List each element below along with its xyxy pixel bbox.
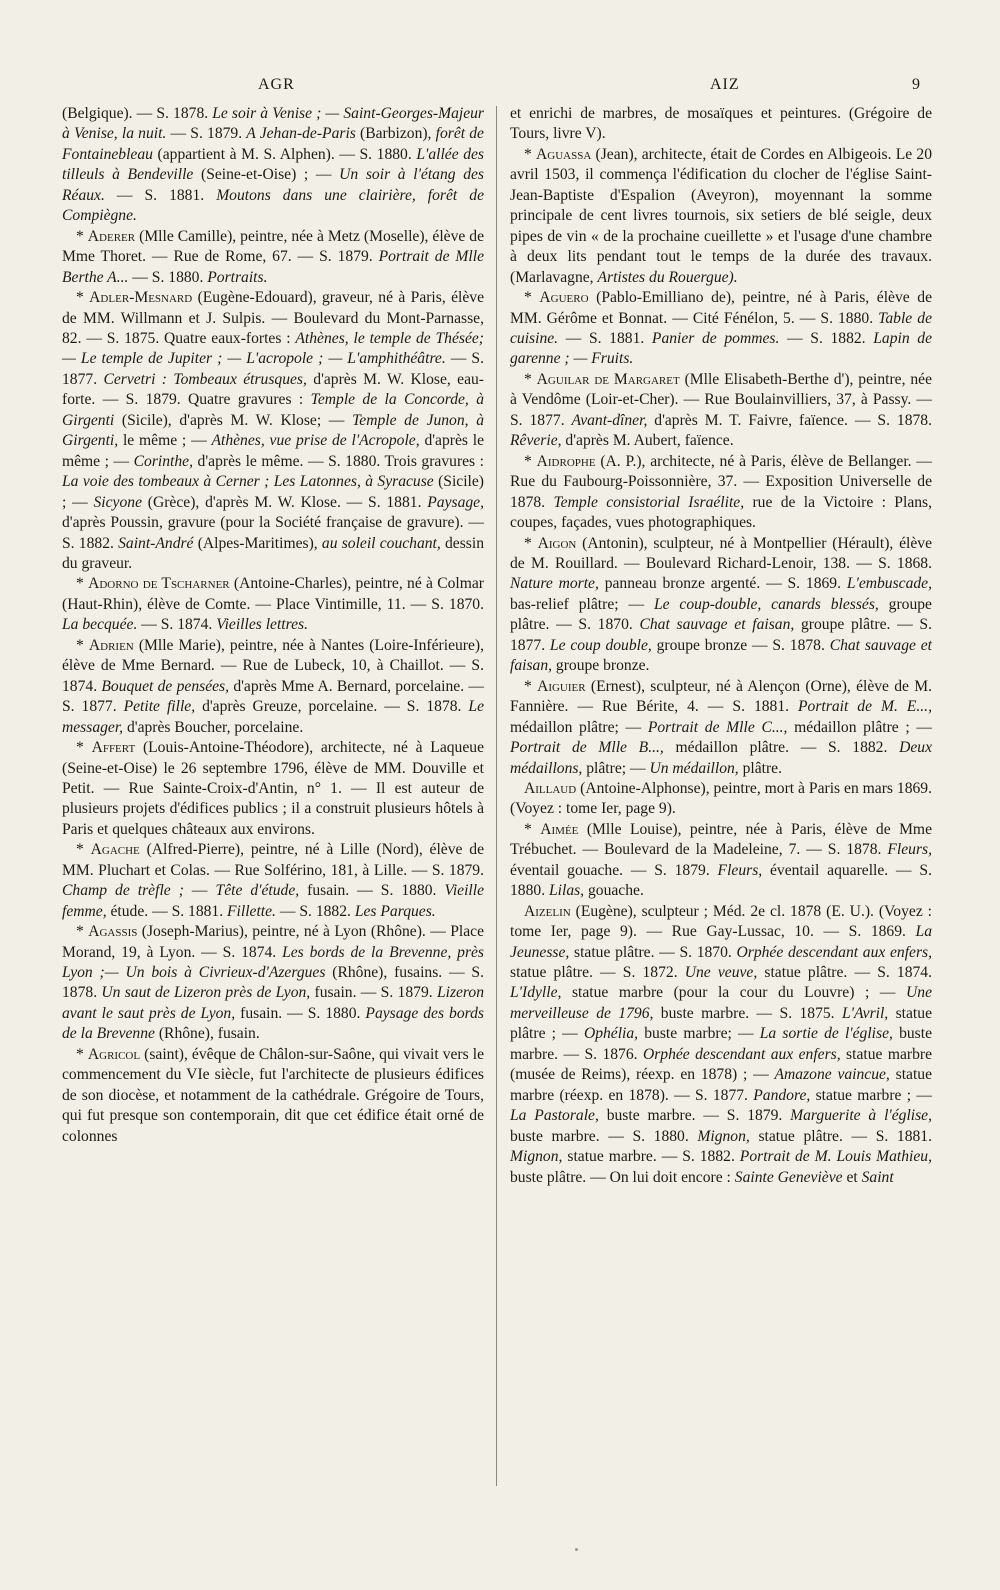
work-title: Paysage,: [427, 493, 484, 511]
entry-name: Affert: [91, 739, 136, 757]
entry-continuation: [510, 104, 932, 145]
work-title: Chat sauvage et faisan,: [510, 636, 933, 675]
dictionary-entry: [510, 779, 932, 820]
dictionary-entry: [510, 677, 932, 779]
entry-name: Agricol: [87, 1045, 141, 1063]
entry-text: *: [524, 452, 537, 470]
work-title: Chat sauvage et faisan,: [639, 616, 795, 634]
running-header: [0, 76, 1000, 100]
work-title: Temple de Junon, à Girgenti,: [62, 411, 484, 450]
work-title: Saint: [861, 1168, 894, 1186]
entry-text: (Mlle Marie), peintre, née à Nantes (Loire-Inférieure), élève de Mme Bernard. — Rue de Lubeck, 10, à Chaillot. — S. 1874.: [62, 636, 484, 695]
work-title: Pandore,: [753, 1086, 811, 1104]
work-title: Les bords de la Brevenne, près Lyon ;— Un bois à Civrieux-d'Azergues: [62, 943, 484, 982]
entry-text: étude. — S. 1881.: [106, 902, 228, 920]
entry-text: médaillon plâtre; —: [510, 718, 648, 736]
work-title: Athènes, vue prise de l'Acropole,: [211, 432, 420, 450]
entry-text: — S. 1877.: [62, 350, 484, 388]
left-column: [62, 104, 484, 1147]
entry-text: d'après le même ; —: [62, 432, 485, 470]
entry-text: *: [76, 227, 88, 245]
work-title: Portrait de M. E...,: [798, 698, 932, 716]
work-title: Moutons dans une clairière, forêt de Compiègne.: [62, 186, 484, 225]
entry-name: Aguassa: [536, 145, 592, 163]
entry-text: *: [524, 370, 537, 388]
entry-text: d'après le même. — S. 1880. Trois gravures :: [193, 452, 484, 470]
dictionary-entry: [62, 288, 484, 574]
work-title: Artistes du Rouergue).: [597, 268, 738, 286]
work-title: Le messager,: [62, 698, 484, 736]
work-title: L'allée des tilleuls à Bendeville: [62, 145, 484, 184]
work-title: Athènes, le temple de Thésée; — Le temple de Jupiter ; — L'acropole ; — L'amphithéâtre.: [62, 329, 484, 368]
work-title: Lilas,: [548, 882, 585, 900]
entry-text: d'après M. T. Faivre, faïence. — S. 1878.: [647, 411, 932, 429]
work-title: Bouquet de pensées,: [101, 677, 230, 695]
entry-text: statue plâtre ; —: [510, 1004, 932, 1043]
entry-text: *: [524, 534, 538, 552]
entry-text: *: [76, 575, 89, 593]
entry-name: Agassis: [88, 923, 138, 941]
entry-text: *: [524, 145, 537, 163]
work-title: Champ de trèfle ;: [62, 882, 184, 900]
entry-text: — S. 1880.: [128, 268, 208, 286]
header-right-keyword: AIZ: [710, 76, 740, 93]
entry-name: Aderer: [87, 227, 136, 245]
entry-text: statue marbre. — S. 1882.: [562, 1148, 740, 1166]
entry-text: groupe plâtre. — S. 1877.: [510, 616, 932, 654]
work-title: La becquée.: [62, 616, 138, 634]
work-title: Corinthe,: [133, 452, 194, 470]
work-title: Portrait de Mlle C...,: [647, 718, 788, 736]
dictionary-entry: [510, 902, 932, 1188]
work-title: forêt de Fontainebleau: [62, 125, 484, 163]
entry-text: éventail aquarelle. — S. 1880.: [510, 861, 932, 900]
work-title: Portrait de Mlle Berthe A...: [62, 248, 484, 286]
work-title: Lapin de garenne ; — Fruits.: [510, 329, 932, 368]
entry-text: fusain. — S. 1879.: [310, 984, 437, 1002]
work-title: Fleurs,: [887, 841, 932, 859]
entry-text: statue marbre (pour la cour du Louvre) ; —: [561, 984, 907, 1002]
entry-text: (Alfred-Pierre), peintre, né à Lille (Nord), élève de MM. Pluchart et Colas. — Rue Solférino, 181, à Lille. — S. 1879.: [62, 841, 484, 879]
entry-text: — S. 1879.: [166, 125, 247, 143]
entry-text: d'après Greuze, porcelaine. — S. 1878.: [195, 698, 469, 716]
column-divider: [496, 106, 497, 1486]
entry-text: (Pablo-Emilliano de), peintre, né à Paris, élève de MM. Gérôme et Bonnat. — Cité Fénélon, 5. — S. 1880.: [510, 289, 932, 327]
entry-text: (Sicile) ; —: [62, 473, 485, 511]
entry-text: buste marbre; —: [638, 1025, 760, 1043]
entry-text: *: [76, 636, 89, 654]
work-title: au soleil couchant,: [321, 534, 441, 552]
work-title: Une veuve,: [684, 964, 758, 982]
work-title: La Jeunesse,: [510, 923, 932, 961]
entry-text: buste marbre. — S. 1879.: [598, 1107, 791, 1125]
entry-name: Adler-Mesnard: [89, 289, 193, 307]
entry-text: d'après M. Aubert, faïence.: [561, 432, 734, 450]
entry-text: rue de la Victoire : Plans, coupes, façades, vues photographiques.: [510, 493, 933, 532]
entry-text: groupe bronze.: [552, 657, 650, 675]
entry-text: (Joseph-Marius), peintre, né à Lyon (Rhône). — Place Morand, 19, à Lyon. — S. 1874.: [62, 923, 484, 961]
work-title: Portraits.: [207, 268, 268, 286]
entry-text: — S. 1874.: [137, 616, 217, 634]
entry-text: (Jean), architecte, était de Cordes en Albigeois. Le 20 avril 1503, il commença l'édification du clocher de l'église Saint-Jean-Baptiste d'Espalion (Aveyron), moyennant la somme principale de cent livres tournois, six setiers de blé seigle, deux pipes de vin « de la prochaine cueillette » et l'usage d'une chambre à deux lits pendant tout le temps de la durée des travaux. (Marlavagne,: [510, 145, 932, 286]
entry-text: *: [76, 841, 91, 859]
entry-text: et: [842, 1168, 862, 1186]
work-title: L'Avril,: [841, 1004, 889, 1022]
work-title: Sainte Geneviève: [734, 1168, 843, 1186]
entry-text: (Mlle Louise), peintre, née à Paris, élève de Mme Trébuchet. — Boulevard de la Madeleine, 7. — S. 1878.: [510, 820, 932, 859]
entry-text: gouache.: [584, 882, 644, 900]
work-title: Fillette.: [227, 902, 276, 920]
dictionary-entry: [510, 370, 932, 452]
entry-text: (Sicile), d'après M. W. Klose; —: [114, 411, 353, 429]
dictionary-entry: [62, 636, 484, 738]
entry-text: — S. 1882.: [275, 902, 355, 920]
entry-text: (saint), évêque de Châlon-sur-Saône, qui vivait vers le commencement du VIe siècle, fut l'architecte de plusieurs édifices de son diocèse, et notamment de la cathédrale. Grégoire de Tours, qui fut presque son contemporain, dit que cet édifice était orné de colonnes: [62, 1045, 484, 1145]
entry-text: *: [524, 820, 541, 838]
entry-text: (Seine-et-Oise) ; —: [193, 166, 340, 184]
entry-text: plâtre; —: [582, 759, 650, 777]
dictionary-entry: [62, 574, 484, 635]
entry-text: (Alpes-Maritimes),: [193, 534, 322, 552]
entry-text: (appartient à M. S. Alphen). — S. 1880.: [152, 145, 417, 163]
dictionary-entry: [62, 922, 484, 1045]
entry-text: (Mlle Elisabeth-Berthe d'), peintre, née à Vendôme (Loir-et-Cher). — Rue Boulainvilliers, 37, à Passy. — S. 1877.: [510, 370, 932, 429]
entry-text: — S. 1881.: [104, 186, 217, 204]
work-title: Saint-André: [118, 534, 194, 552]
work-title: Petite fille,: [123, 698, 196, 716]
work-title: Portrait de M. Louis Mathieu,: [739, 1148, 932, 1166]
header-left-keyword: AGR: [258, 76, 295, 93]
work-title: Un médaillon,: [649, 759, 739, 777]
entry-name: Aizelin: [524, 902, 571, 920]
work-title: Vieille femme,: [62, 882, 485, 920]
dictionary-entry: [510, 288, 932, 370]
work-title: Vieilles lettres.: [216, 616, 309, 634]
work-title: Mignon,: [697, 1127, 750, 1145]
entry-text: *: [524, 677, 538, 695]
work-title: Fleurs,: [717, 861, 763, 879]
entry-name: Agache: [90, 841, 140, 859]
entry-continuation: [62, 104, 484, 227]
right-column: [510, 104, 932, 1188]
entry-text: —: [183, 882, 216, 900]
entry-text: (A. P.), architecte, né à Paris, élève de Bellanger. — Rue du Faubourg-Poissonnière, 37. — Exposition Universelle de 1878.: [510, 452, 932, 511]
entry-text: (Antoine-Alphonse), peintre, mort à Paris en mars 1869. (Voyez : tome Ier, page 9).: [510, 779, 932, 818]
entry-text: buste marbre. — S. 1880.: [510, 1127, 698, 1145]
work-title: Un saut de Lizeron près de Lyon,: [101, 984, 311, 1002]
entry-text: (Antoine-Charles), peintre, né à Colmar (Haut-Rhin), élève de Comte. — Place Vintimille, 11. — S. 1870.: [62, 575, 484, 613]
entry-text: (Eugène-Edouard), graveur, né à Paris, élève de MM. Willmann et J. Sulpis. — Boulevard du Mont-Parnasse, 82. — S. 1875. Quatre eaux-fortes :: [62, 289, 484, 347]
entry-text: (Mlle Camille), peintre, née à Metz (Moselle), élève de Mme Thoret. — Rue de Rome, 67. — S. 1879.: [62, 227, 484, 266]
entry-text: (Rhône), fusains. — S. 1878.: [62, 964, 484, 1002]
entry-text: *: [76, 923, 89, 941]
dictionary-entry: [510, 820, 932, 902]
entry-text: statue plâtre. — S. 1881.: [749, 1127, 932, 1145]
work-title: Rêverie,: [510, 432, 562, 450]
entry-text: (Rhône), fusain.: [154, 1025, 260, 1043]
work-title: Lizeron avant le saut près de Lyon,: [62, 984, 485, 1022]
entry-text: (Belgique). — S. 1878.: [62, 105, 213, 122]
entry-text: (Barbizon),: [355, 125, 436, 143]
entry-text: statue plâtre. — S. 1874.: [757, 964, 933, 982]
work-title: A Jehan-de-Paris: [246, 125, 356, 143]
entry-text: (Ernest), sculpteur, né à Alençon (Orne), élève de M. Fannière. — Rue Bérite, 4. — S. 1881.: [510, 677, 932, 716]
entry-text: dessin du graveur.: [62, 534, 484, 572]
work-title: La Pastorale,: [510, 1107, 599, 1125]
work-title: Le soir à Venise ; — Saint-Georges-Majeur à Venise, la nuit.: [62, 105, 484, 143]
work-title: Amazone vaincue,: [774, 1066, 890, 1084]
entry-text: (Louis-Antoine-Théodore), architecte, né à Laqueue (Seine-et-Oise) le 26 septembre 1796, élève de MM. Douville et Petit. — Rue Sainte-Croix-d'Antin, n° 1. — Il est auteur de plusieurs projets d'édifices publics ; il a construit plusieurs hôtels à Paris et quelques châteaux aux environs.: [62, 739, 484, 838]
work-title: Mignon,: [510, 1148, 563, 1166]
dictionary-entry: [62, 1045, 484, 1147]
entry-text: statue plâtre. — S. 1870.: [569, 943, 737, 961]
work-title: L'Idylle,: [510, 984, 562, 1002]
entry-text: — S. 1882.: [779, 329, 874, 347]
entry-name: Aillaud: [524, 779, 577, 797]
dictionary-entry: [62, 738, 484, 840]
entry-text: buste marbre. — S. 1875.: [653, 1004, 842, 1022]
work-title: Portrait de Mlle B...,: [510, 739, 664, 757]
entry-text: d'après M. W. Klose, eau-forte. — S. 1879. Quatre gravures :: [62, 370, 485, 409]
entry-text: panneau bronze argenté. — S. 1869.: [598, 575, 847, 593]
entry-text: (Antonin), sculpteur, né à Montpellier (Hérault), élève de M. Rouillard. — Boulevard Richard-Lenoir, 138. — S. 1868.: [510, 534, 932, 572]
dictionary-entry: [62, 840, 484, 922]
entry-text: *: [76, 739, 92, 757]
entry-text: fusain. — S. 1880.: [299, 882, 445, 900]
work-title: Avant-dîner,: [571, 411, 648, 429]
entry-text: statue marbre (musée de Reims), réexp. en 1878) ; —: [510, 1045, 932, 1084]
entry-text: *: [76, 1045, 88, 1063]
entry-text: fusain. — S. 1880.: [235, 1004, 366, 1022]
entry-text: médaillon plâtre ; —: [787, 718, 932, 736]
work-title: Temple de la Concorde, à Girgenti: [62, 391, 484, 429]
dictionary-entry: [510, 145, 932, 288]
entry-name: Adorno de Tscharner: [88, 575, 230, 593]
entry-text: — S. 1881.: [558, 329, 652, 347]
work-title: Les Parques.: [354, 902, 436, 920]
work-title: Table de cuisine.: [510, 309, 932, 347]
page-number: 9: [912, 76, 921, 93]
entry-name: Aguilar de Margaret: [536, 370, 680, 388]
entry-text: (Eugène), sculpteur ; Méd. 2e cl. 1878 (E. U.). (Voyez : tome Ier, page 9). — Rue Gay-Lussac, 10. — S. 1869.: [510, 902, 932, 941]
work-title: Une merveilleuse de 1796,: [510, 984, 932, 1022]
work-title: Le coup double,: [549, 636, 652, 654]
entry-text: *: [76, 289, 90, 307]
entry-text: (Grèce), d'après M. W. Klose. — S. 1881.: [142, 493, 428, 511]
entry-text: plâtre.: [738, 759, 782, 777]
entry-name: Aidrophe: [536, 452, 596, 470]
work-title: La sortie de l'église,: [759, 1025, 893, 1043]
entry-text: éventail gouache. — S. 1879.: [510, 861, 718, 879]
entry-text: d'après Mme A. Bernard, porcelaine. — S. 1877.: [62, 677, 485, 716]
entry-name: Adrien: [88, 636, 134, 654]
entry-text: statue plâtre. — S. 1872.: [510, 964, 685, 982]
entry-text: bas-relief plâtre; —: [510, 595, 654, 613]
work-title: Deux médaillons,: [510, 739, 932, 777]
work-title: Panier de pommes.: [651, 329, 780, 347]
work-title: La voie des tombeaux à Cerner ; Les Latonnes, à Syracuse: [62, 473, 434, 491]
entry-text: groupe bronze — S. 1878.: [651, 636, 830, 654]
entry-name: Aimée: [540, 820, 579, 838]
entry-text: buste plâtre. — On lui doit encore :: [510, 1168, 735, 1186]
entry-name: Aiguier: [537, 677, 586, 695]
work-title: Un soir à l'étang des Réaux.: [62, 166, 484, 204]
entry-text: groupe plâtre. — S. 1870.: [510, 595, 932, 634]
entry-text: *: [524, 289, 540, 307]
entry-text: le même ; —: [118, 432, 212, 450]
entry-text: statue marbre ; —: [810, 1086, 932, 1104]
dictionary-entry: [510, 452, 932, 534]
entry-text: médaillon plâtre. — S. 1882.: [663, 739, 900, 757]
work-title: Cervetri : Tombeaux étrusques,: [103, 370, 307, 388]
page-speck: [575, 1548, 578, 1551]
work-title: Sicyone: [93, 493, 142, 511]
work-title: Temple consistorial Israélite,: [553, 493, 745, 511]
entry-text: statue marbre (réexp. en 1878). — S. 1877.: [510, 1066, 932, 1104]
entry-text: d'après Poussin, gravure (pour la Société française de gravure). — S. 1882.: [62, 514, 484, 552]
dictionary-entry: [62, 227, 484, 288]
work-title: Orphée descendant aux enfers,: [642, 1045, 841, 1063]
entry-text: buste marbre. — S. 1876.: [510, 1025, 932, 1063]
work-title: Nature morte,: [510, 575, 599, 593]
work-title: Marguerite à l'église,: [790, 1107, 933, 1125]
work-title: Le coup-double, canards blessés,: [653, 595, 879, 613]
entry-text: et enrichi de marbres, de mosaïques et peintures. (Grégoire de Tours, livre V).: [510, 105, 932, 143]
work-title: Tête d'étude,: [215, 882, 300, 900]
entry-name: Aigon: [537, 534, 577, 552]
work-title: L'embuscade,: [846, 575, 932, 593]
entry-name: Aguero: [539, 289, 589, 307]
work-title: Paysage des bords de la Brevenne: [62, 1004, 484, 1043]
work-title: Ophélia,: [583, 1025, 639, 1043]
work-title: Orphée descendant aux enfers,: [736, 943, 932, 961]
dictionary-entry: [510, 534, 932, 677]
entry-text: d'après Boucher, porcelaine.: [123, 718, 304, 736]
